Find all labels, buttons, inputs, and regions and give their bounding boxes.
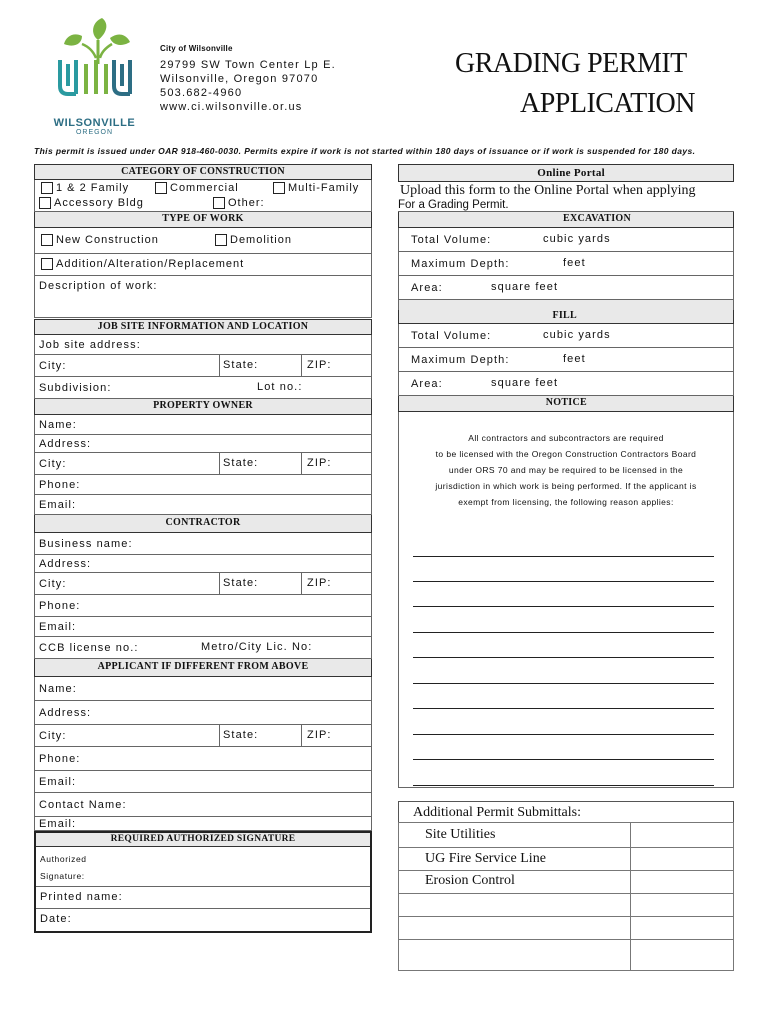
portal-instruction-1: Upload this form to the Online Portal when applying (400, 183, 696, 198)
signature-label: Signature: (40, 871, 85, 881)
jobsite-state-label: State: (223, 359, 259, 371)
checkbox-new-construction[interactable] (41, 234, 159, 246)
left-column (34, 164, 372, 933)
excavation-area-field[interactable] (398, 276, 734, 300)
submittal-row-2[interactable] (398, 847, 631, 871)
owner-address-field[interactable] (34, 435, 372, 453)
permit-notice: This permit is issued under OAR 918-460-0030. Permits expire if work is not started within 180 days of issuance or if work is suspended for 180 days. (34, 146, 696, 156)
applicant-address-label: Address: (39, 706, 92, 719)
submittals-header: Additional Permit Submittals: (413, 805, 581, 820)
signature-header: REQUIRED AUTHORIZED SIGNATURE (36, 833, 370, 847)
date-field[interactable] (36, 909, 370, 931)
applicant-email-label: Email: (39, 775, 77, 788)
page-title-line-1: GRADING PERMIT (455, 48, 687, 79)
checkbox-other[interactable] (213, 197, 265, 209)
city-label: City of Wilsonville (160, 44, 233, 53)
contractor-email-field[interactable] (34, 617, 372, 637)
owner-phone-field[interactable] (34, 475, 372, 495)
label-1-2-family: 1 & 2 Family (56, 182, 130, 194)
fill-area-label: Area: (411, 377, 443, 390)
label-demolition: Demolition (230, 234, 292, 246)
fill-area-field[interactable] (398, 372, 734, 396)
jobsite-city-label: City: (39, 359, 67, 372)
wilsonville-logo (52, 14, 137, 136)
owner-name-label: Name: (39, 418, 77, 431)
website: www.ci.wilsonville.or.us (160, 101, 303, 113)
description-label: Description of work: (39, 280, 158, 292)
contact-name-field[interactable] (34, 793, 372, 817)
applicant-email-field[interactable] (34, 771, 372, 793)
notice-header: NOTICE (398, 396, 734, 412)
jobsite-city-row[interactable] (34, 355, 372, 377)
fill-volume-label: Total Volume: (411, 329, 492, 342)
fill-depth-label: Maximum Depth: (411, 353, 510, 366)
excavation-square-feet-unit: square feet (491, 281, 559, 293)
applicant-zip-label: ZIP: (307, 729, 332, 741)
submittal-site-utilities: Site Utilities (425, 827, 496, 842)
submittal-check-5[interactable] (630, 916, 734, 940)
subdivision-label: Subdivision: (39, 381, 112, 394)
license-row[interactable] (34, 637, 372, 659)
owner-email-label: Email: (39, 498, 77, 511)
notice-text-1: All contractors and subcontractors are required (468, 433, 664, 443)
excavation-volume-label: Total Volume: (411, 233, 492, 246)
applicant-phone-field[interactable] (34, 747, 372, 771)
reason-line-10[interactable] (413, 785, 714, 786)
checkbox-accessory[interactable] (39, 197, 144, 209)
excavation-depth-label: Maximum Depth: (411, 257, 510, 270)
contractor-address-label: Address: (39, 557, 92, 570)
submittal-erosion-control: Erosion Control (425, 873, 515, 888)
reason-line-8[interactable] (413, 734, 714, 735)
contact-email-field[interactable] (34, 817, 372, 831)
owner-email-field[interactable] (34, 495, 372, 515)
phone-number: 503.682-4960 (160, 87, 243, 99)
printed-name-label: Printed name: (40, 891, 123, 903)
label-other: Other: (228, 197, 265, 209)
submittal-row-6[interactable] (398, 939, 631, 971)
owner-name-field[interactable] (34, 415, 372, 435)
signature-field[interactable] (36, 847, 370, 887)
contact-email-label: Email: (39, 818, 77, 830)
submittal-ug-fire: UG Fire Service Line (425, 851, 546, 866)
ccb-license-label: CCB license no.: (39, 641, 139, 654)
address-line-2: Wilsonville, Oregon 97070 (160, 73, 319, 85)
reason-line-2[interactable] (413, 581, 714, 582)
label-new-construction: New Construction (56, 234, 159, 246)
submittal-check-4[interactable] (630, 893, 734, 917)
applicant-name-label: Name: (39, 682, 77, 695)
applicant-phone-label: Phone: (39, 752, 81, 765)
checkbox-commercial[interactable] (155, 182, 239, 194)
logo-tree-icon (52, 14, 137, 114)
submittal-check-3[interactable] (630, 870, 734, 894)
excavation-depth-field[interactable] (398, 252, 734, 276)
category-header: CATEGORY OF CONSTRUCTION (34, 164, 372, 180)
label-accessory: Accessory Bldg (54, 197, 144, 209)
applicant-address-field[interactable] (34, 701, 372, 725)
fill-feet-unit: feet (563, 353, 586, 365)
reason-line-4[interactable] (413, 632, 714, 633)
fill-square-feet-unit: square feet (491, 377, 559, 389)
signature-box (34, 831, 372, 933)
logo-state: OREGON (75, 129, 114, 136)
excavation-area-label: Area: (411, 281, 443, 294)
reason-line-5[interactable] (413, 657, 714, 658)
fill-header: FILL (398, 310, 734, 324)
submittal-row-5[interactable] (398, 916, 631, 940)
applicant-city-label: City: (39, 729, 67, 742)
owner-city-row[interactable] (34, 453, 372, 475)
fill-depth-field[interactable] (398, 348, 734, 372)
excavation-volume-field[interactable] (398, 228, 734, 252)
contractor-city-label: City: (39, 577, 67, 590)
page-title-line-2: APPLICATION (520, 88, 695, 119)
excavation-feet-unit: feet (563, 257, 586, 269)
reason-line-6[interactable] (413, 683, 714, 684)
owner-phone-label: Phone: (39, 478, 81, 491)
submittal-row-3[interactable] (398, 870, 631, 894)
fill-volume-field[interactable] (398, 324, 734, 348)
lot-no-label: Lot no.: (257, 381, 303, 393)
label-commercial: Commercial (170, 182, 239, 194)
portal-instruction-2: For a Grading Permit. (398, 199, 734, 212)
printed-name-field[interactable] (36, 887, 370, 909)
contact-name-label: Contact Name: (39, 798, 127, 811)
excavation-header: EXCAVATION (398, 212, 734, 228)
notice-box (398, 412, 734, 788)
excavation-cubic-yards-unit: cubic yards (543, 233, 611, 245)
reason-line-7[interactable] (413, 708, 714, 709)
property-owner-header: PROPERTY OWNER (34, 399, 372, 415)
label-multifamily: Multi-Family (288, 182, 360, 194)
reason-line-1[interactable] (413, 556, 714, 557)
contractor-header: CONTRACTOR (34, 515, 372, 533)
owner-city-label: City: (39, 457, 67, 470)
subdivision-row[interactable] (34, 377, 372, 399)
reason-line-3[interactable] (413, 606, 714, 607)
jobsite-header: JOB SITE INFORMATION AND LOCATION (34, 319, 372, 335)
submittal-check-2[interactable] (630, 847, 734, 871)
online-portal-header: Online Portal (398, 164, 734, 182)
jobsite-address-label: Job site address: (39, 338, 141, 351)
label-addition: Addition/Alteration/Replacement (56, 258, 245, 270)
contractor-zip-label: ZIP: (307, 577, 332, 589)
type-of-work-header: TYPE OF WORK (34, 212, 372, 228)
fill-cubic-yards-unit: cubic yards (543, 329, 611, 341)
submittal-row-4[interactable] (398, 893, 631, 917)
address-line-1: 29799 SW Town Center Lp E. (160, 59, 336, 71)
date-label: Date: (40, 913, 72, 925)
checkbox-addition[interactable] (41, 258, 244, 270)
submittal-check-6[interactable] (630, 939, 734, 971)
right-column (398, 164, 734, 788)
notice-text-2: to be licensed with the Oregon Construction Contractors Board (435, 449, 697, 459)
contractor-phone-label: Phone: (39, 599, 81, 612)
business-name-label: Business name: (39, 537, 133, 550)
owner-zip-label: ZIP: (307, 457, 332, 469)
jobsite-zip-label: ZIP: (307, 359, 332, 371)
applicant-state-label: State: (223, 729, 259, 741)
submittal-row-1[interactable] (398, 822, 631, 848)
checkbox-demolition[interactable] (215, 234, 292, 246)
checkbox-multifamily[interactable] (273, 182, 359, 194)
checkbox-1-2-family[interactable] (41, 182, 129, 194)
notice-text-4: jurisdiction in which work is being performed. If the applicant is (435, 481, 697, 491)
description-field[interactable] (34, 276, 372, 318)
business-name-field[interactable] (34, 533, 372, 555)
logo-name: WILSONVILLE (53, 117, 136, 129)
applicant-city-row[interactable] (34, 725, 372, 747)
applicant-name-field[interactable] (34, 677, 372, 701)
metro-license-label: Metro/City Lic. No: (201, 641, 313, 653)
notice-text-5: exempt from licensing, the following reason applies: (458, 497, 674, 507)
jobsite-address-field[interactable] (34, 335, 372, 355)
applicant-header: APPLICANT IF DIFFERENT FROM ABOVE (34, 659, 372, 677)
authorized-label: Authorized (40, 854, 87, 864)
reason-line-9[interactable] (413, 759, 714, 760)
contractor-city-row[interactable] (34, 573, 372, 595)
submittal-check-1[interactable] (630, 822, 734, 848)
contractor-phone-field[interactable] (34, 595, 372, 617)
owner-address-label: Address: (39, 437, 92, 450)
owner-state-label: State: (223, 457, 259, 469)
notice-text-3: under ORS 70 and may be required to be licensed in the (448, 465, 684, 475)
contractor-email-label: Email: (39, 620, 77, 633)
contractor-state-label: State: (223, 577, 259, 589)
contractor-address-field[interactable] (34, 555, 372, 573)
